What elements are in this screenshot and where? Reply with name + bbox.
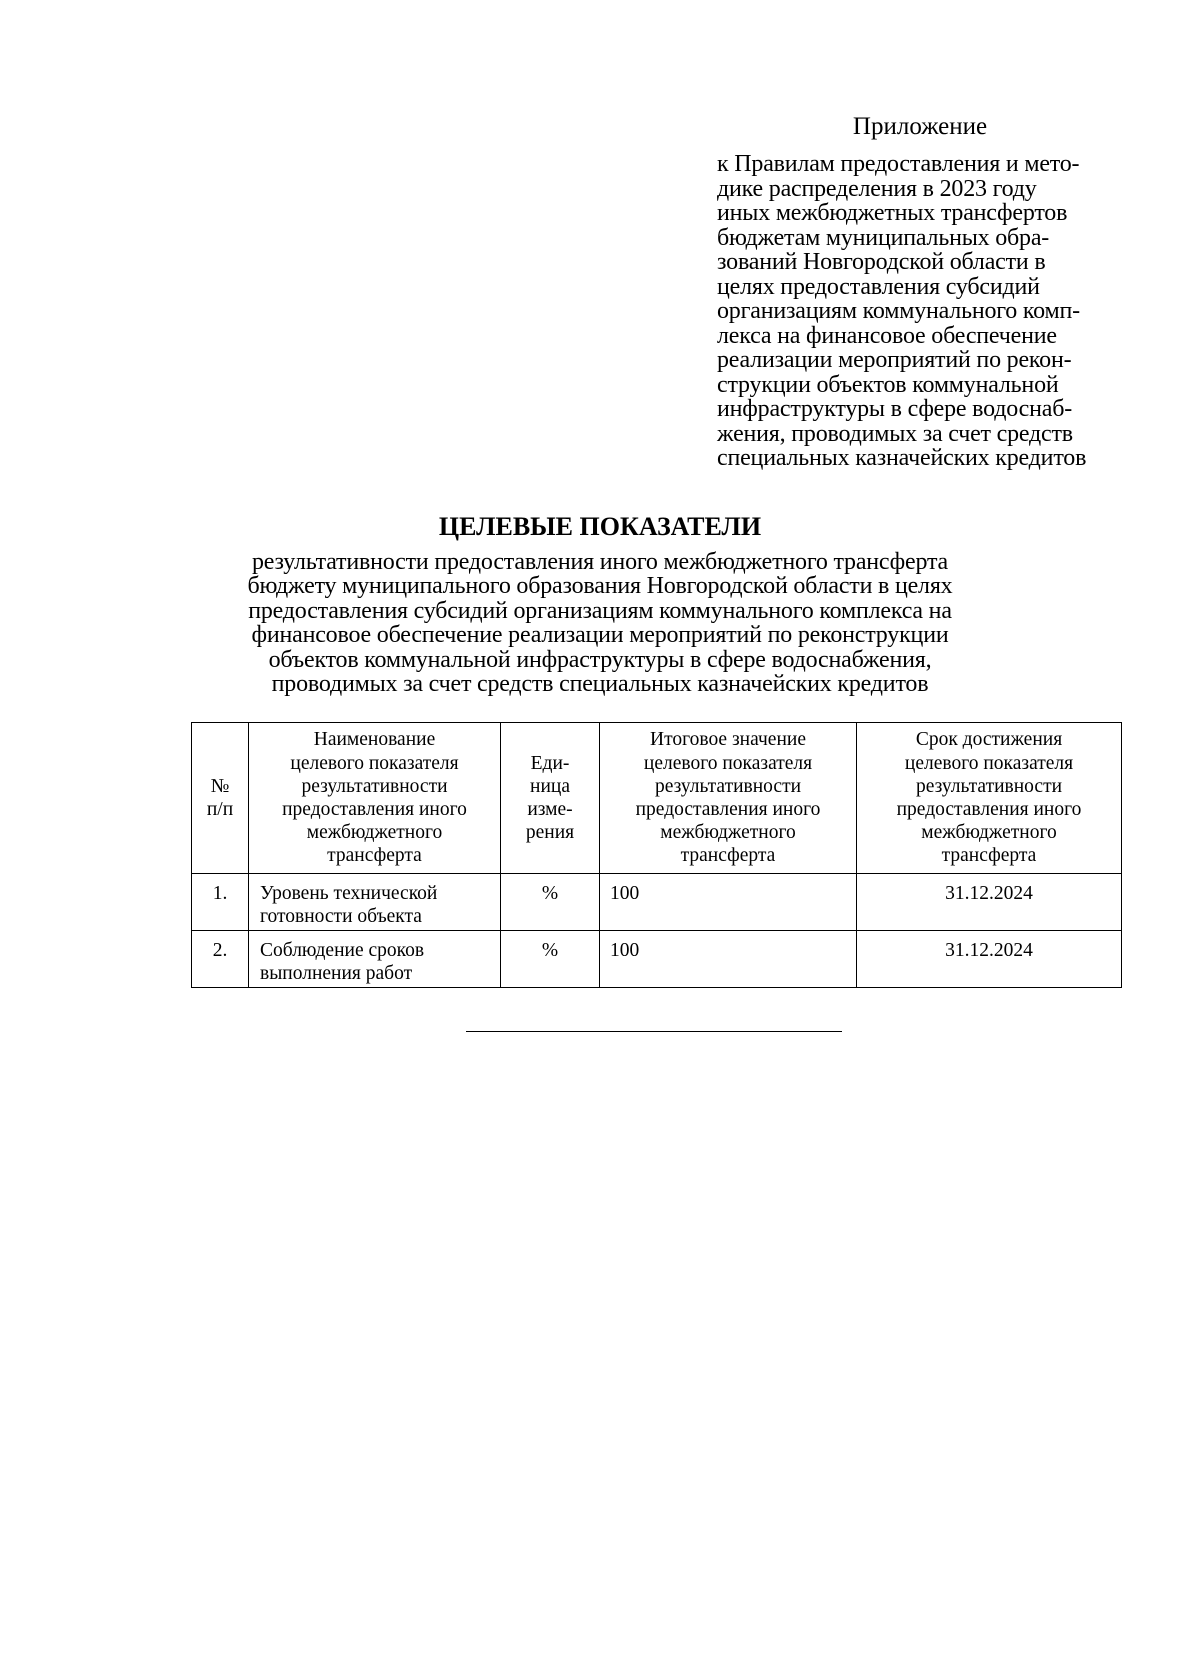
row-deadline: 31.12.2024 bbox=[857, 874, 1122, 931]
subtitle-line: результативности предоставления иного межбюджетного трансферта bbox=[251, 549, 949, 575]
appendix-line: дике распределения в 2023 году bbox=[717, 175, 1037, 202]
targets-table bbox=[191, 722, 1122, 988]
header-indicator-name: Наименование целевого показателя результативности предоставления иного межбюджетного трансферта bbox=[249, 723, 501, 874]
closing-divider bbox=[466, 1031, 842, 1032]
appendix-line: организациям коммунального комп- bbox=[717, 298, 1080, 324]
document-subtitle bbox=[200, 550, 1000, 696]
appendix-reference bbox=[717, 152, 1137, 471]
appendix-title: Приложение bbox=[852, 113, 988, 140]
table-row bbox=[192, 931, 1122, 988]
table-header-row bbox=[192, 723, 1122, 874]
appendix-line: лекса на финансовое обеспечение bbox=[717, 322, 1057, 349]
header-unit: Еди- ница изме- рения bbox=[501, 723, 600, 874]
subtitle-line: объектов коммунальной инфраструктуры в сфере водоснабжения, bbox=[268, 646, 932, 673]
appendix-line: зований Новгородской области в bbox=[717, 249, 1046, 275]
row-deadline: 31.12.2024 bbox=[857, 931, 1122, 988]
header-deadline: Срок достижения целевого показателя результативности предоставления иного межбюджетного трансферта bbox=[857, 723, 1122, 874]
row-indicator-name: Соблюдение сроков выполнения работ bbox=[249, 931, 501, 988]
row-number: 2. bbox=[192, 931, 249, 988]
table-row bbox=[192, 874, 1122, 931]
row-final-value: 100 bbox=[600, 874, 857, 931]
row-number: 1. bbox=[192, 874, 249, 931]
appendix-line: бюджетам муниципальных обра- bbox=[717, 224, 1050, 251]
row-unit: % bbox=[501, 931, 600, 988]
subtitle-line: проводимых за счет средств специальных казначейских кредитов bbox=[271, 671, 929, 698]
row-indicator-name: Уровень технической готовности объекта bbox=[249, 874, 501, 931]
appendix-line: жения, проводимых за счет средств bbox=[717, 420, 1073, 447]
header-final-value: Итоговое значение целевого показателя результативности предоставления иного межбюджетного трансферта bbox=[600, 723, 857, 874]
subtitle-line: финансовое обеспечение реализации мероприятий по реконструкции bbox=[251, 622, 949, 649]
appendix-line: струкции объектов коммунальной bbox=[717, 371, 1059, 398]
subtitle-line: бюджету муниципального образования Новгородской области в целях bbox=[247, 573, 953, 600]
row-unit: % bbox=[501, 874, 600, 931]
appendix-line: иных межбюджетных трансфертов bbox=[717, 200, 1068, 226]
appendix-line: специальных казначейских кредитов bbox=[717, 445, 1087, 471]
document-title: ЦЕЛЕВЫЕ ПОКАЗАТЕЛИ bbox=[438, 512, 762, 541]
header-number: № п/п bbox=[192, 723, 249, 874]
appendix-line: реализации мероприятий по рекон- bbox=[717, 347, 1072, 373]
appendix-line: инфраструктуры в сфере водоснаб- bbox=[717, 396, 1073, 422]
appendix-line: к Правилам предоставления и мето- bbox=[717, 151, 1080, 177]
subtitle-line: предоставления субсидий организациям коммунального комплекса на bbox=[248, 597, 952, 624]
row-final-value: 100 bbox=[600, 931, 857, 988]
appendix-line: целях предоставления субсидий bbox=[717, 273, 1040, 300]
